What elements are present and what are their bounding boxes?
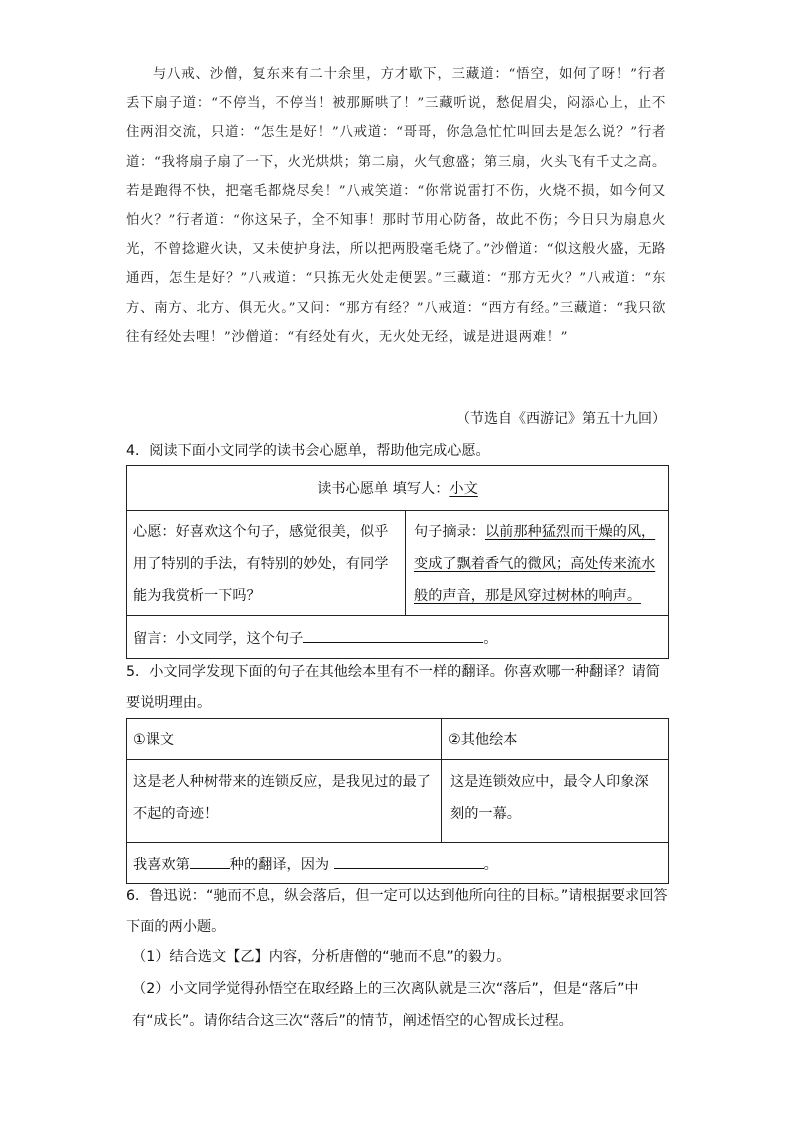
- message-suffix: 。: [483, 631, 498, 647]
- textbook-header: ①课文: [127, 719, 442, 760]
- reading-wish-table: [126, 465, 669, 659]
- question-5-prompt: 5．小文同学发现下面的句子在其他绘本里有不一样的翻译。你喜欢哪一种翻译？请简要说明理由。: [126, 664, 660, 711]
- wish-cell: [127, 511, 406, 616]
- choice-number-blank[interactable]: [190, 852, 230, 869]
- answer-prefix: 我喜欢第: [133, 857, 190, 873]
- reason-blank[interactable]: [334, 852, 484, 869]
- question-4-prompt: 4．阅读下面小文同学的读书会心愿单，帮助他完成心愿。: [126, 443, 490, 459]
- translation-table: [126, 718, 669, 884]
- textbook-translation: 这是老人种树带来的连锁反应，是我见过的最了不起的奇迹！: [127, 760, 442, 843]
- translation-answer-row: [127, 843, 669, 884]
- extract-sentence: 以前那种猛烈而干燥的风，变成了飘着香气的微风；高处传来流水般的声音，那是风穿过树林的响声。: [414, 524, 656, 604]
- wish-table-title: 读书心愿单 填写人：: [317, 481, 450, 497]
- passage-source: （节选自《西游记》第五十九回）: [456, 411, 666, 427]
- wish-text: 心愿：好喜欢这个句子，感觉很美，似乎用了特别的手法，有特别的妙处，有同学能为我赏析一下吗？: [133, 524, 389, 604]
- picture-book-header: ②其他绘本: [442, 719, 669, 760]
- message-prefix: 留言：小文同学，这个句子: [133, 631, 304, 647]
- message-answer-blank[interactable]: [303, 626, 483, 643]
- passage-text: 与八戒、沙僧，复东来有二十余里，方才歇下，三藏道：“悟空，如何了呀！”行者丢下扇子道：“不停当，不停当！被那厮哄了！”三藏听说，愁促眉尖，闷添心上，止不住两泪交流，只道：“怎生是好！”八戒道：“哥哥，你急急忙忙叫回去是怎么说？”行者道：“我将扇子扇了一下，火光烘烘；第二扇，火气愈盛；第三扇，火头飞有千丈之高。若是跑得不快，把毫毛都烧尽矣！”八戒笑道：“你常说雷打不伤，火烧不损，如今何又怕火？”行者道：“你这呆子，全不知事！那时节用心防备，故此不伤；今日只为扇息火光，不曾捻避火诀，又未使护身法，所以把两股毫毛烧了。”沙僧道：“似这般火盛，无路通西，怎生是好？”八戒道：“只拣无火处走便罢。”三藏道：“那方无火？”八戒道：“东方、南方、北方、俱无火。”又问：“那方有经？”八戒道：“西方有经。”三藏道：“我只欲往有经处去哩！”沙僧道：“有经处有火，无火处无经，诚是进退两难！”: [126, 67, 666, 345]
- message-cell: [127, 616, 669, 659]
- extract-label: 句子摘录：: [414, 524, 485, 540]
- answer-mid: 种的翻译，因为: [229, 857, 334, 873]
- question-6-sub-2: （2）小文同学觉得孙悟空在取经路上的三次离队就是三次“落后”，但是“落后”中有“成长”。请你结合这三次“落后”的情节，阐述悟空的心智成长过程。: [132, 981, 639, 1029]
- wish-table-header: [127, 466, 669, 511]
- question-6-prompt: 6．鲁迅说：“驰而不息，纵会落后，但一定可以达到他所向往的目标。”请根据要求回答下面的两小题。: [126, 888, 668, 935]
- extract-cell: [406, 511, 669, 616]
- question-6-sub-1: （1）结合选文【乙】内容，分析唐僧的“驰而不息”的毅力。: [132, 949, 511, 965]
- answer-suffix: 。: [483, 857, 498, 873]
- picture-book-translation: 这是连锁效应中，最令人印象深刻的一幕。: [442, 760, 669, 843]
- filler-name: 小文: [449, 481, 478, 497]
